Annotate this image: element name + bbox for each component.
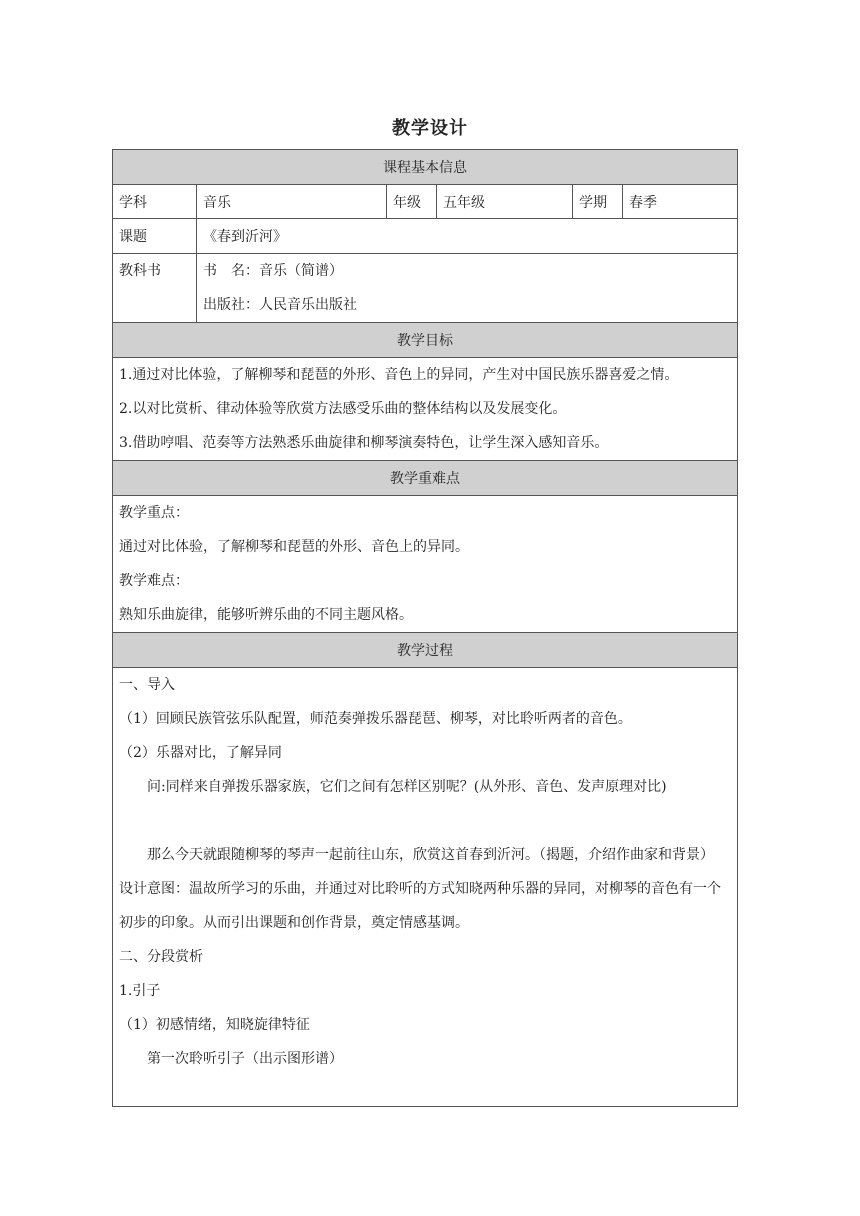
comparison-question: 问:同样来自弹拨乐器家族，它们之间有怎样区别呢？(从外形、音色、发声原理对比)	[147, 779, 667, 795]
objective-item: 2.以对比赏析、律动体验等欣赏方法感受乐曲的整体结构以及发展变化。	[119, 401, 567, 417]
process-content	[113, 668, 738, 1107]
textbook-label	[113, 254, 197, 323]
section-intro: 一、导入	[119, 677, 175, 693]
key-points-content	[113, 496, 738, 633]
key-points-header: 教学重难点	[113, 461, 738, 496]
first-listening: 第一次聆听引子（出示图形谱）	[147, 1051, 343, 1067]
textbook-publisher: 出版社：人民音乐出版社	[203, 297, 357, 313]
document-title: 教学设计	[392, 118, 468, 139]
intro-step-1: （1）回顾民族管弦乐队配置，师范奏弹拨乐器琵琶、柳琴，对比聆听两者的音色。	[119, 711, 632, 727]
key-point-text: 通过对比体验，了解柳琴和琵琶的外形、音色上的异同。	[119, 539, 469, 555]
difficult-point-label: 教学难点：	[119, 573, 189, 589]
design-intent: 设计意图：温故所学习的乐曲，并通过对比聆听的方式知晓两种乐器的异同，对柳琴的音色有一个初步的印象。从而引出课题和创作背景，奠定情感基调。	[119, 881, 721, 931]
textbook-name: 书 名：音乐（简谱）	[203, 263, 343, 279]
basic-info-header: 课程基本信息	[113, 150, 738, 185]
topic-value: 《春到沂河》	[197, 219, 738, 254]
grade-value: 五年级	[437, 185, 573, 219]
subject-label: 学科	[113, 185, 197, 219]
intro-paragraph: 那么今天就跟随柳琴的琴声一起前往山东，欣赏这首春到沂河。（揭题，介绍作曲家和背景）	[147, 847, 714, 863]
intro-step-2: （2）乐器对比，了解异同	[119, 745, 282, 761]
subsection-intro: 1.引子	[119, 983, 161, 999]
textbook-value	[197, 254, 738, 323]
topic-label: 课题	[113, 219, 197, 254]
term-value: 春季	[623, 185, 738, 219]
objectives-content	[113, 358, 738, 461]
subject-value: 音乐	[197, 185, 387, 219]
subsection-step-1: （1）初感情绪，知晓旋律特征	[119, 1017, 310, 1033]
section-analysis: 二、分段赏析	[119, 949, 203, 965]
process-header: 教学过程	[113, 633, 738, 668]
textbook-label-text: 教科书	[119, 263, 161, 279]
lesson-plan-table	[112, 149, 738, 1107]
grade-label: 年级	[387, 185, 437, 219]
objective-item: 1.通过对比体验，了解柳琴和琵琶的外形、音色上的异同，产生对中国民族乐器喜爱之情。	[119, 367, 679, 383]
difficult-point-text: 熟知乐曲旋律，能够听辨乐曲的不同主题风格。	[119, 607, 413, 623]
objectives-header: 教学目标	[113, 323, 738, 358]
objective-item: 3.借助哼唱、范奏等方法熟悉乐曲旋律和柳琴演奏特色，让学生深入感知音乐。	[119, 435, 609, 451]
key-point-label: 教学重点：	[119, 505, 189, 521]
term-label: 学期	[573, 185, 623, 219]
